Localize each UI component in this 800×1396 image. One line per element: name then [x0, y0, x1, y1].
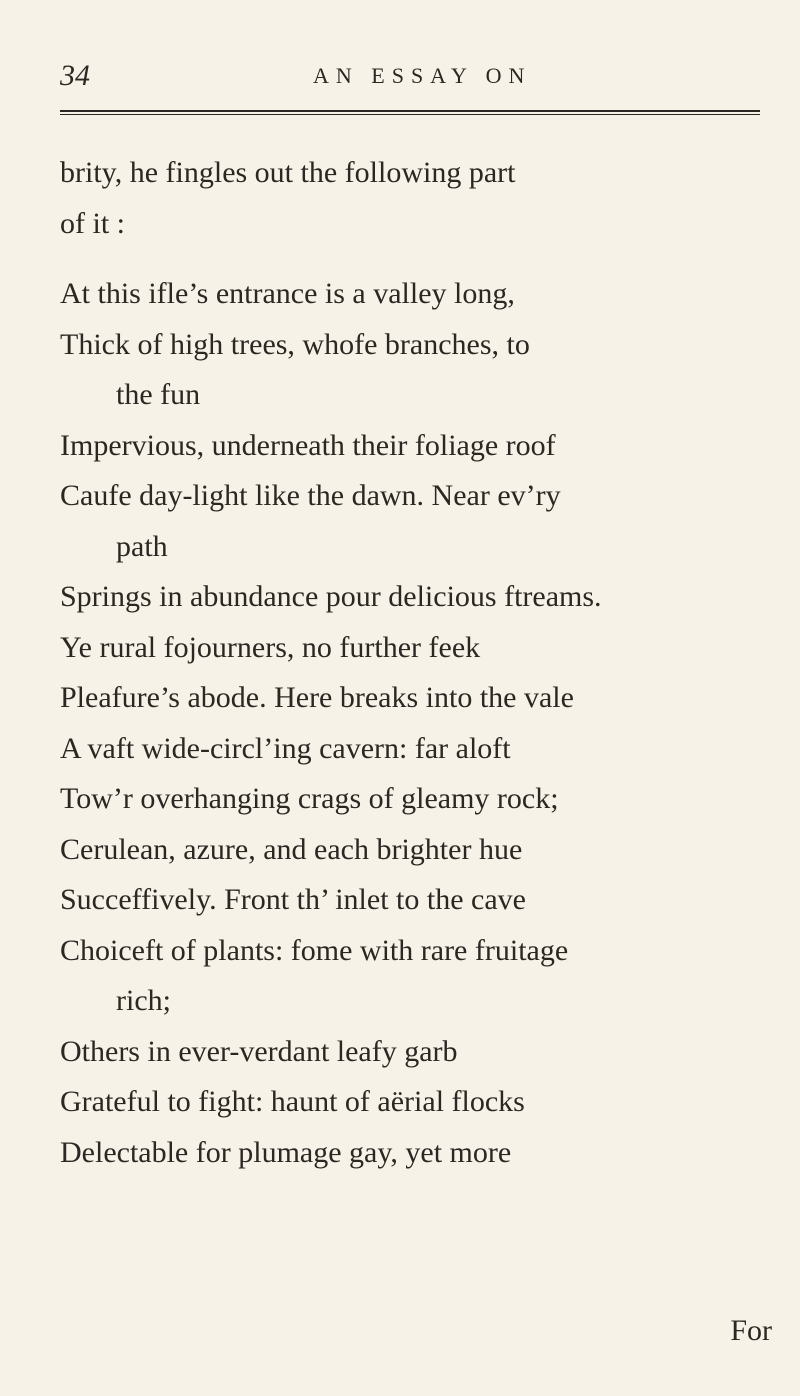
verse-line: Others in ever-verdant leafy garb [60, 1034, 458, 1068]
prose-line: of it : [60, 206, 125, 240]
verse-line: Tow’r overhanging crags of gleamy rock; [60, 782, 559, 815]
verse-line: Cerulean, azure, and each brighter hue [60, 832, 523, 866]
page-header [60, 56, 760, 96]
verse-line: Delectable for plumage gay, yet more [60, 1135, 512, 1169]
verse-line-turnover: path [116, 529, 168, 563]
verse-line: A vaft wide-circl’ing cavern: far aloft [60, 731, 511, 765]
verse-line: Succeffively. Front th’ inlet to the cave [60, 883, 526, 916]
verse-line: Ye rural fojourners, no further feek [60, 630, 481, 664]
verse-line-turnover: rich; [116, 984, 171, 1017]
verse-line: Pleafure’s abode. Here breaks into the vale [60, 681, 574, 714]
verse-line: At this ifle’s entrance is a valley long, [60, 277, 515, 310]
page-number: 34 [60, 59, 90, 92]
verse-line-turnover: the fun [116, 378, 201, 411]
header-rule [60, 110, 760, 115]
verse-line: Thick of high trees, whofe branches, to [60, 327, 530, 361]
stanza-gap [60, 249, 772, 269]
body-text [60, 148, 772, 1178]
verse-line: Caufe day-light like the dawn. Near ev’ry [60, 479, 561, 512]
verse-line: Grateful to fight: haunt of aërial flocks [60, 1085, 525, 1118]
verse-line: Impervious, underneath their foliage roof [60, 428, 556, 462]
verse-line: Choiceft of plants: fome with rare fruitage [60, 933, 569, 967]
running-title: AN ESSAY ON [313, 63, 532, 88]
catchword: For [730, 1314, 772, 1347]
verse-line: Springs in abundance pour delicious ftreams. [60, 580, 602, 613]
prose-line: brity, he fingles out the following part [60, 156, 516, 189]
